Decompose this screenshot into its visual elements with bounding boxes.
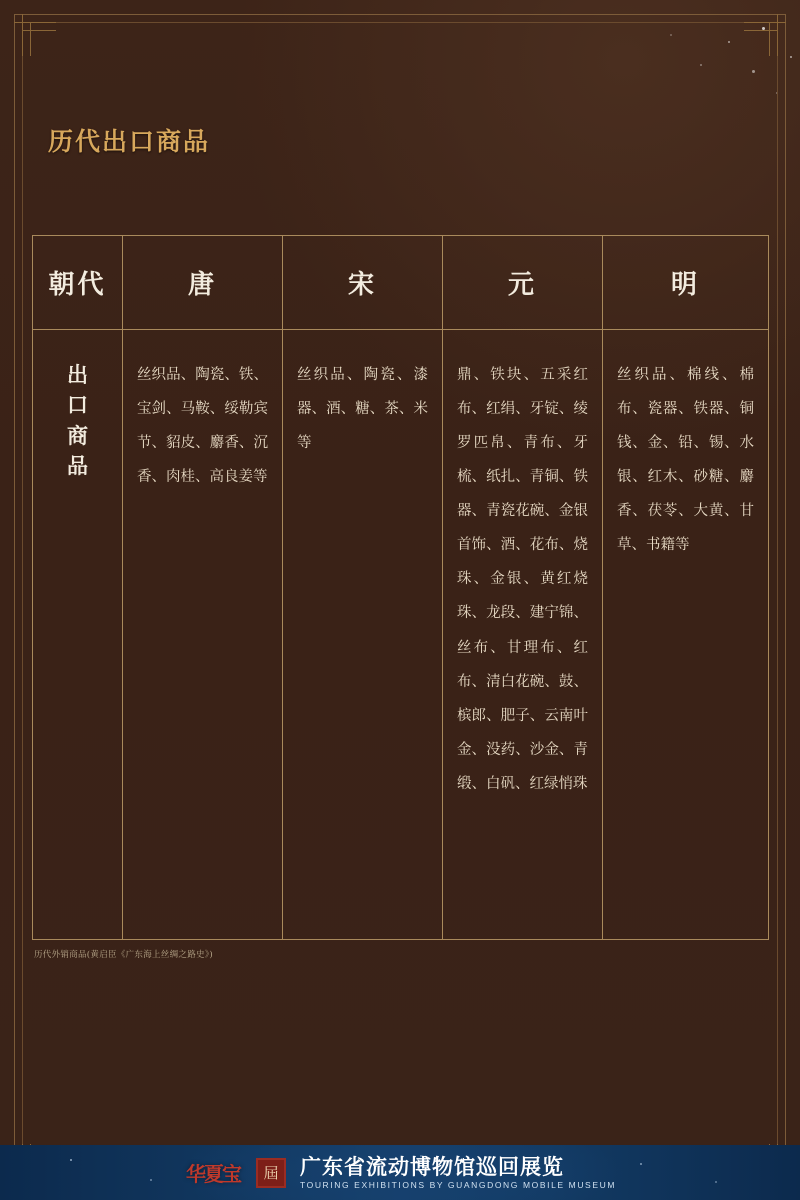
table-header-cell-tang: 唐: [123, 236, 283, 330]
brand-calligraphy-mark: 华夏宝: [185, 1162, 240, 1186]
museum-logo-icon: 屆: [256, 1158, 286, 1188]
footer-title-group: [300, 1155, 616, 1190]
table-header-cell-yuan: 元: [443, 236, 603, 330]
table-caption: 历代外销商品(黄启臣《广东海上丝绸之路史》): [34, 950, 213, 960]
export-goods-table: [32, 235, 768, 940]
table-header-cell-dynasty: 朝代: [33, 236, 123, 330]
footer-title-en: TOURING EXHIBITIONS BY GUANGDONG MOBILE MUSEUM: [299, 1179, 617, 1190]
table-row-label-export-goods: [33, 330, 123, 940]
footer-title-cn: 广东省流动博物馆巡回展览: [299, 1153, 564, 1179]
table-header-cell-ming: 明: [603, 236, 769, 330]
table-header-cell-song: 宋: [283, 236, 443, 330]
table-cell-yuan-goods: 鼎、铁块、五采红布、红绢、牙锭、绫罗匹帛、青布、牙梳、纸扎、青铜、铁器、青瓷花碗、金银首饰、酒、花布、烧珠、金银、黄红烧珠、龙段、建宁锦、丝布、甘理布、红布、清白花碗、鼓、槟郎、肥子、云南叶金、没药、沙金、青缎、白矾、红绿悄珠: [443, 330, 603, 940]
table-row-label-text: 出口商品: [67, 362, 89, 479]
table-cell-tang-goods: 丝织品、陶瓷、铁、宝剑、马鞍、绥勒宾节、貂皮、麝香、沉香、肉桂、高良姜等: [123, 330, 283, 940]
table-cell-ming-goods: 丝织品、棉线、棉布、瓷器、铁器、铜钱、金、铅、锡、水银、红木、砂糖、麝香、茯苓、大黄、甘草、书籍等: [603, 330, 769, 940]
table-header-row: [33, 236, 769, 330]
footer-bar: [0, 1145, 800, 1200]
page-title: 历代出口商品: [48, 127, 211, 156]
table-row: [33, 330, 769, 940]
table-cell-song-goods: 丝织品、陶瓷、漆器、酒、糖、茶、米等: [283, 330, 443, 940]
